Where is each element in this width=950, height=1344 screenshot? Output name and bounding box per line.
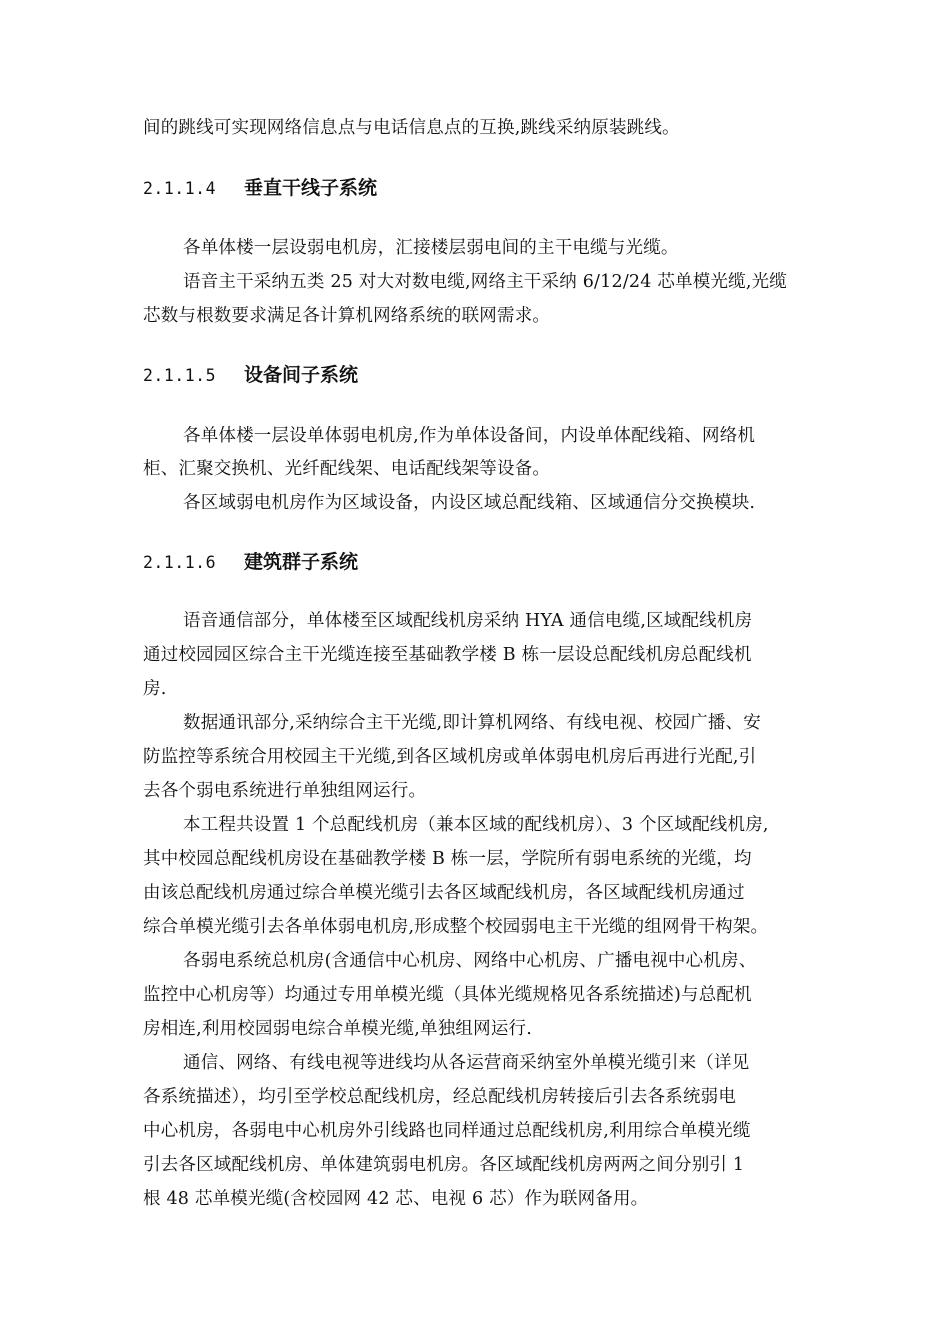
paragraph-line: 根 48 芯单模光缆(含校园网 42 芯、电视 6 芯）作为联网备用。 <box>143 1189 649 1209</box>
paragraph-line: 引去各区域配线机房、单体建筑弱电机房。各区域配线机房两两之间分别引 1 <box>143 1155 745 1175</box>
paragraph-line: 通过校园园区综合主干光缆连接至基础教学楼 B 栋一层设总配线机房总配线机 <box>143 645 752 665</box>
paragraph-line: 中心机房，各弱电中心机房外引线路也同样通过总配线机房,利用综合单模光缆 <box>143 1121 751 1141</box>
paragraph-line: 柜、汇聚交换机、光纤配线架、电话配线架等设备。 <box>143 459 551 479</box>
paragraph-line: 房相连,利用校园弱电综合单模光缆,单独组网运行. <box>143 1019 532 1039</box>
section-title: 垂直干线子系统 <box>244 177 378 199</box>
paragraph-line: 房. <box>143 679 167 699</box>
paragraph-line: 各区域弱电机房作为区域设备，内设区域总配线箱、区域通信分交换模块. <box>183 493 756 513</box>
paragraph-line: 语音通信部分，单体楼至区域配线机房采纳 HYA 通信电缆,区域配线机房 <box>183 611 753 631</box>
paragraph-line: 间的跳线可实现网络信息点与电话信息点的互换,跳线采纳原装跳线。 <box>143 118 680 138</box>
paragraph-line: 由该总配线机房通过综合单模光缆引去各区域配线机房，各区域配线机房通过 <box>143 883 745 903</box>
paragraph-line: 芯数与根数要求满足各计算机网络系统的联网需求。 <box>143 306 551 326</box>
paragraph-line: 各弱电系统总机房(含通信中心机房、网络中心机房、广播电视中心机房、 <box>183 951 757 971</box>
section-title: 设备间子系统 <box>244 364 359 386</box>
paragraph-line: 其中校园总配线机房设在基础教学楼 B 栋一层，学院所有弱电系统的光缆，均 <box>143 849 752 869</box>
section-number: 2.1.1.6 <box>143 553 217 572</box>
section-number: 2.1.1.5 <box>143 366 217 385</box>
paragraph-line: 数据通讯部分,采纳综合主干光缆,即计算机网络、有线电视、校园广播、安 <box>183 713 761 733</box>
section-heading <box>143 362 358 389</box>
section-title: 建筑群子系统 <box>244 551 359 573</box>
paragraph-line: 各单体楼一层设单体弱电机房,作为单体设备间，内设单体配线箱、网络机 <box>183 426 756 446</box>
paragraph-line: 监控中心机房等）均通过专用单模光缆（具体光缆规格见各系统描述)与总配机 <box>143 985 752 1005</box>
paragraph-line: 各单体楼一层设弱电机房，汇接楼层弱电间的主干电缆与光缆。 <box>183 238 679 258</box>
paragraph-line: 综合单模光缆引去各单体弱电机房,形成整个校园弱电主干光缆的组网骨干构架。 <box>143 917 769 937</box>
paragraph-line: 通信、网络、有线电视等进线均从各运营商采纳室外单模光缆引来（详见 <box>183 1053 750 1073</box>
paragraph-line: 各系统描述），均引至学校总配线机房，经总配线机房转接后引去各系统弱电 <box>143 1087 737 1107</box>
paragraph-line: 本工程共设置 1 个总配线机房（兼本区域的配线机房）、3 个区域配线机房, <box>183 815 769 835</box>
section-number: 2.1.1.4 <box>143 179 217 198</box>
paragraph-line: 防监控等系统合用校园主干光缆,到各区域机房或单体弱电机房后再进行光配,引 <box>143 747 757 767</box>
paragraph-line: 语音主干采纳五类 25 对大对数电缆,网络主干采纳 6/12/24 芯单模光缆,光缆 <box>183 272 788 292</box>
section-heading <box>143 549 358 576</box>
section-heading <box>143 175 377 202</box>
paragraph-line: 去各个弱电系统进行单独组网运行。 <box>143 781 427 801</box>
